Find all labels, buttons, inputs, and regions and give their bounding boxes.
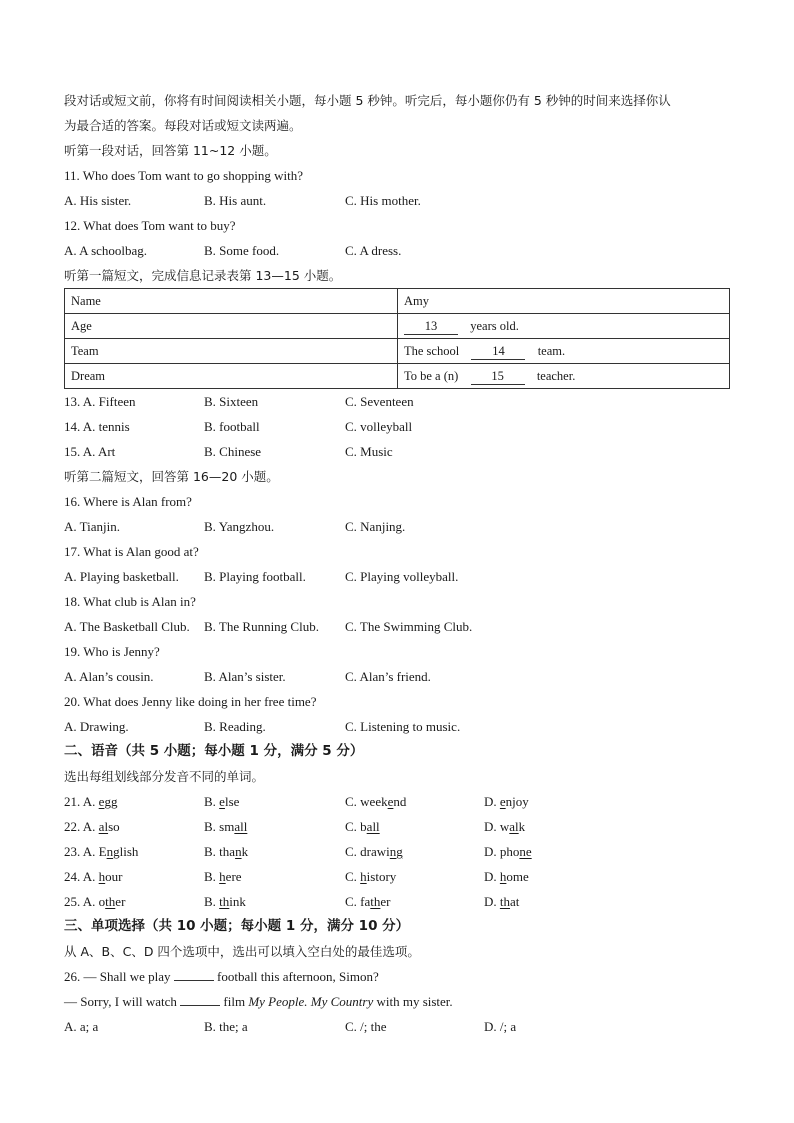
- option-b: B. football: [204, 419, 260, 434]
- question-18: 18. What club is Alan in?: [64, 594, 196, 609]
- underlined-letters: ng: [389, 844, 403, 859]
- table-cell-value: [398, 314, 730, 339]
- table-cell-value: [398, 339, 730, 364]
- option-a: A. Drawing.: [64, 719, 129, 734]
- underlined-letters: h: [360, 869, 367, 884]
- option-a: A. A schoolbag.: [64, 243, 148, 258]
- option-b: [204, 864, 345, 889]
- option-c: [345, 789, 484, 814]
- table-cell-label: Name: [65, 289, 398, 314]
- word-part: B.: [204, 869, 220, 884]
- word-part: 21. A.: [64, 794, 99, 809]
- option-b: B. the; a: [204, 1019, 248, 1034]
- question-16-options: [64, 514, 732, 539]
- question-26-line-1: [64, 964, 732, 989]
- option-a: A. The Basketball Club.: [64, 619, 190, 634]
- word-part: our: [105, 869, 123, 884]
- option-b: B. Chinese: [204, 444, 262, 459]
- question-26-line-2: [64, 989, 732, 1014]
- option-a: A. His sister.: [64, 193, 132, 208]
- word-part: D. w: [484, 819, 510, 834]
- question-15-options: [64, 439, 732, 464]
- question-14-options: [64, 414, 732, 439]
- phonics-item-24: [64, 864, 732, 889]
- word-part: ink: [229, 894, 246, 909]
- option-c: [345, 864, 484, 889]
- option-d: [484, 889, 624, 914]
- word-part: B. tha: [204, 844, 236, 859]
- answer-blank: [180, 991, 220, 1006]
- underlined-letters: e: [219, 794, 225, 809]
- question-26-options: [64, 1014, 732, 1039]
- option-b: B. His aunt.: [204, 193, 267, 208]
- option-c: C. Seventeen: [345, 394, 414, 409]
- word-part: C. fa: [345, 894, 371, 909]
- option-a: [64, 889, 204, 914]
- word-part: ere: [225, 869, 242, 884]
- section-3-instruction: 从 A、B、C、D 四个选项中，选出可以填入空白处的最佳选项。: [64, 944, 420, 959]
- underlined-letters: n: [235, 844, 242, 859]
- word-part: nd: [393, 794, 407, 809]
- underlined-letters: e: [387, 794, 394, 809]
- option-a: [64, 864, 204, 889]
- table-text: To be a (n): [404, 369, 459, 383]
- question-20: 20. What does Jenny like doing in her free time?: [64, 694, 317, 709]
- q26-text: football this afternoon, Simon?: [217, 969, 379, 984]
- word-part: D.: [484, 869, 500, 884]
- option-b: [204, 839, 345, 864]
- word-part: k: [518, 819, 526, 834]
- underlined-letters: th: [105, 894, 116, 909]
- word-part: lse: [224, 794, 240, 809]
- intro-line-2: 为最合适的答案。每段对话或短文读两遍。: [64, 118, 302, 133]
- option-a: 14. A. tennis: [64, 419, 130, 434]
- table-row: [65, 314, 730, 339]
- option-b: [204, 814, 345, 839]
- underlined-letters: th: [499, 894, 511, 909]
- answer-blank: [174, 966, 214, 981]
- option-b: [204, 889, 345, 914]
- option-c: C. His mother.: [345, 193, 421, 208]
- underlined-letters: all: [366, 819, 380, 834]
- word-part: B. sm: [204, 819, 235, 834]
- option-d: [484, 864, 624, 889]
- table-cell-value: Amy: [398, 289, 730, 314]
- option-c: C. A dress.: [345, 243, 402, 258]
- answer-blank-13: 13: [404, 318, 458, 335]
- phonics-item-25: [64, 889, 732, 914]
- q26-text: with my sister.: [376, 994, 453, 1009]
- word-part: at: [510, 894, 520, 909]
- table-cell-label: Dream: [65, 364, 398, 389]
- word-part: glish: [113, 844, 139, 859]
- word-part: k: [241, 844, 249, 859]
- word-part: 22. A.: [64, 819, 99, 834]
- question-11: 11. Who does Tom want to go shopping with?: [64, 168, 303, 183]
- word-part: er: [115, 894, 126, 909]
- q26-text: 26. — Shall we play: [64, 969, 171, 984]
- film-title: My People. My Country: [248, 994, 374, 1009]
- info-record-table: [64, 288, 730, 389]
- word-part: gg: [104, 794, 118, 809]
- question-19-options: [64, 664, 732, 689]
- table-text: team.: [537, 344, 566, 358]
- option-a: A. Playing basketball.: [64, 569, 179, 584]
- word-part: C. drawi: [345, 844, 390, 859]
- phonics-item-21: [64, 789, 732, 814]
- word-part: D.: [484, 894, 500, 909]
- option-c: C. Nanjing.: [345, 519, 406, 534]
- option-d: [484, 839, 624, 864]
- option-b: B. Sixteen: [204, 394, 259, 409]
- word-part: er: [380, 894, 391, 909]
- word-part: B.: [204, 894, 220, 909]
- underlined-letters: ne: [519, 844, 532, 859]
- exam-page: [64, 88, 732, 1039]
- q26-text: — Sorry, I will watch: [64, 994, 177, 1009]
- option-c: C. Music: [345, 444, 393, 459]
- option-a: 13. A. Fifteen: [64, 394, 136, 409]
- phonics-item-23: [64, 839, 732, 864]
- option-a: [64, 789, 204, 814]
- underlined-letters: e: [499, 794, 506, 809]
- underlined-letters: h: [499, 869, 507, 884]
- question-17: 17. What is Alan good at?: [64, 544, 199, 559]
- table-text: The school: [404, 344, 460, 358]
- table-row: [65, 289, 730, 314]
- table-cell-label: Team: [65, 339, 398, 364]
- section-3-title: 三、单项选择（共 10 小题；每小题 1 分，满分 10 分）: [64, 918, 410, 934]
- question-17-options: [64, 564, 732, 589]
- option-d: D. /; a: [484, 1019, 517, 1034]
- option-b: B. The Running Club.: [204, 619, 319, 634]
- underlined-letters: th: [219, 894, 230, 909]
- word-part: C.: [345, 869, 361, 884]
- section-2-title: 二、语音（共 5 小题；每小题 1 分，满分 5 分）: [64, 743, 364, 759]
- question-12-options: [64, 238, 732, 263]
- passage2-heading: 听第二篇短文，回答第 16—20 小题。: [64, 469, 279, 484]
- answer-blank-14: 14: [471, 343, 525, 360]
- word-part: 25. A. o: [64, 894, 106, 909]
- option-c: C. The Swimming Club.: [345, 619, 473, 634]
- option-a: A. a; a: [64, 1019, 99, 1034]
- word-part: D.: [484, 794, 500, 809]
- option-d: [484, 789, 624, 814]
- table-text: teacher.: [536, 369, 576, 383]
- q26-text: film: [223, 994, 246, 1009]
- option-a: [64, 814, 204, 839]
- question-20-options: [64, 714, 732, 739]
- option-c: [345, 839, 484, 864]
- underlined-letters: al: [98, 819, 109, 834]
- underlined-letters: n: [106, 844, 114, 859]
- phonics-item-22: [64, 814, 732, 839]
- question-11-options: [64, 188, 732, 213]
- question-13-options: [64, 389, 732, 414]
- question-18-options: [64, 614, 732, 639]
- word-part: istory: [366, 869, 397, 884]
- question-12: 12. What does Tom want to buy?: [64, 218, 236, 233]
- word-part: ome: [506, 869, 529, 884]
- passage1-heading: 听第一篇短文，完成信息记录表第 13—15 小题。: [64, 268, 342, 283]
- option-c: C. /; the: [345, 1019, 387, 1034]
- table-cell-label: Age: [65, 314, 398, 339]
- section-2-instruction: 选出每组划线部分发音不同的单词。: [64, 769, 265, 784]
- table-row: [65, 339, 730, 364]
- option-b: B. Some food.: [204, 243, 280, 258]
- option-a: A. Tianjin.: [64, 519, 120, 534]
- underlined-letters: h: [219, 869, 226, 884]
- option-a: 15. A. Art: [64, 444, 116, 459]
- option-b: B. Alan’s sister.: [204, 669, 286, 684]
- option-b: B. Yangzhou.: [204, 519, 275, 534]
- word-part: so: [108, 819, 120, 834]
- option-b: B. Playing football.: [204, 569, 306, 584]
- option-c: [345, 889, 484, 914]
- underlined-letters: al: [509, 819, 519, 834]
- word-part: 23. A. E: [64, 844, 107, 859]
- underlined-letters: h: [98, 869, 106, 884]
- word-part: C. b: [345, 819, 367, 834]
- option-b: [204, 789, 345, 814]
- dialog1-heading: 听第一段对话，回答第 11~12 小题。: [64, 143, 277, 158]
- intro-line-1: 段对话或短文前，你将有时间阅读相关小题，每小题 5 秒钟。听完后，每小题你仍有 5 秒钟的时间来选择你认: [64, 93, 671, 108]
- word-part: B.: [204, 794, 220, 809]
- option-c: C. Playing volleyball.: [345, 569, 459, 584]
- option-d: [484, 814, 624, 839]
- option-b: B. Reading.: [204, 719, 266, 734]
- option-a: A. Alan’s cousin.: [64, 669, 154, 684]
- option-c: C. Alan’s friend.: [345, 669, 431, 684]
- table-row: [65, 364, 730, 389]
- question-19: 19. Who is Jenny?: [64, 644, 160, 659]
- word-part: D. pho: [484, 844, 520, 859]
- table-text: years old.: [470, 319, 519, 333]
- option-c: C. Listening to music.: [345, 719, 461, 734]
- option-c: [345, 814, 484, 839]
- underlined-letters: th: [370, 894, 381, 909]
- question-16: 16. Where is Alan from?: [64, 494, 192, 509]
- phonics-items: [64, 789, 732, 914]
- underlined-letters: all: [234, 819, 248, 834]
- table-cell-value: [398, 364, 730, 389]
- word-part: C. week: [345, 794, 388, 809]
- word-part: njoy: [505, 794, 529, 809]
- word-part: 24. A.: [64, 869, 99, 884]
- option-a: [64, 839, 204, 864]
- underlined-letters: e: [98, 794, 105, 809]
- answer-blank-15: 15: [471, 368, 525, 385]
- option-c: C. volleyball: [345, 419, 413, 434]
